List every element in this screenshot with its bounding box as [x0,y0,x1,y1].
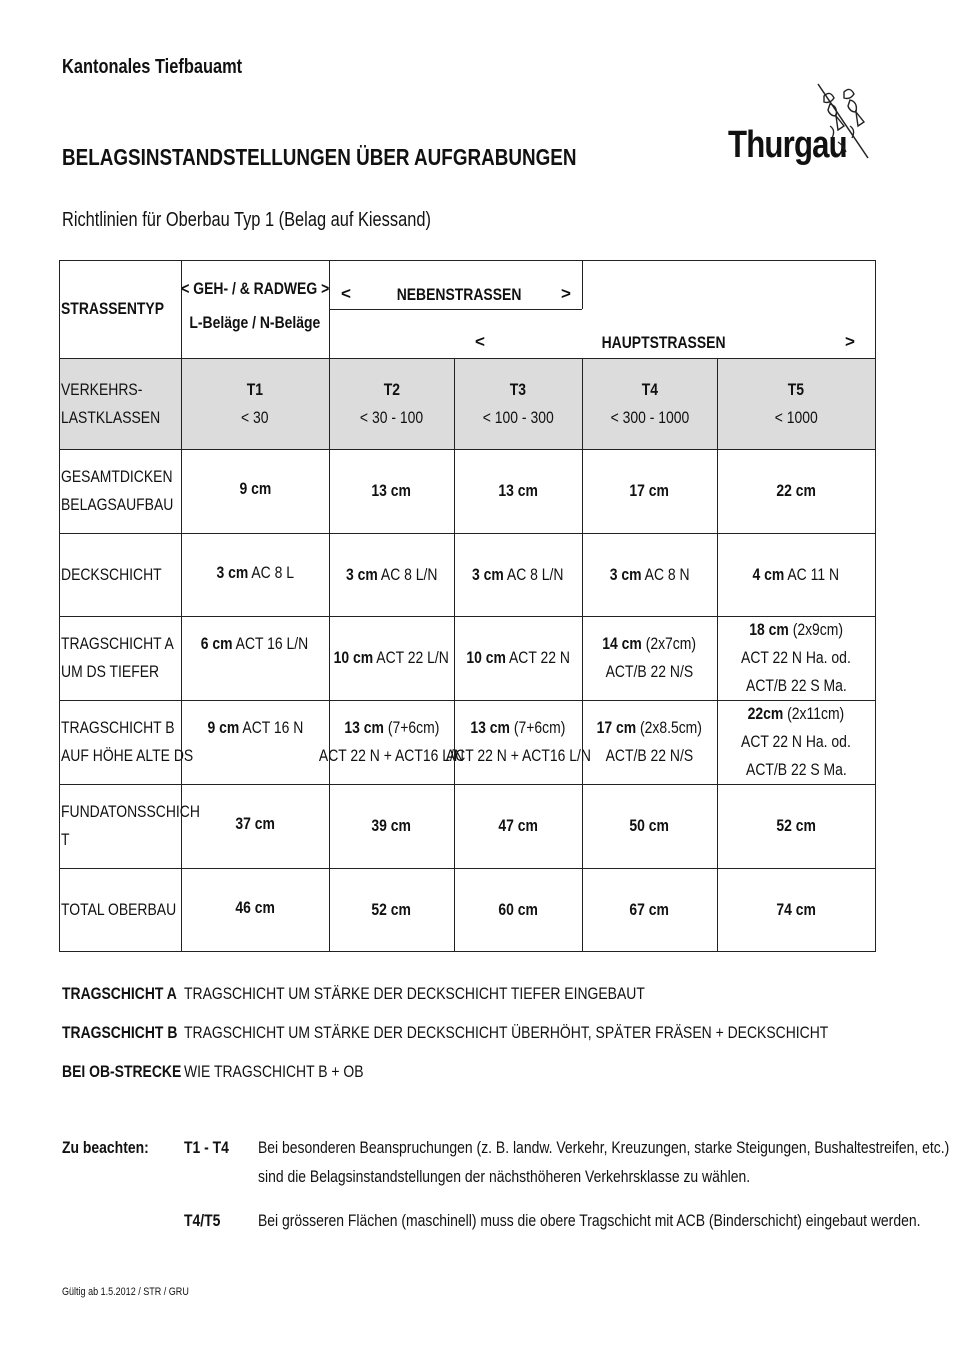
note-key: T4/T5 [184,1211,221,1230]
page-title: BELAGSINSTANDSTELLUNGEN ÜBER AUFGRABUNGEN [62,144,577,170]
row-label-deck: DECKSCHICHT [61,564,162,584]
nebenstrassen-header: NEBENSTRASSEN [396,285,522,304]
gesamt-t3: 13 cm [498,481,538,500]
fund-t5: 52 cm [776,816,816,835]
deck-t2: 3 cm AC 8 L/N [345,564,438,584]
page-subtitle: Richtlinien für Oberbau Typ 1 (Belag auf Kiessand) [62,209,431,231]
total-t5: 74 cm [776,899,816,919]
row-label-trag-a: TRAGSCHICHT A UM DS TIEFER [61,634,174,681]
gesamt-t1: 9 cm [239,479,271,498]
trag-b-t2: 13 cm (7+6cm) ACT 22 N + ACT16 L/N [318,718,465,765]
trag-b-t4: 17 cm (2x8.5cm) ACT/B 22 N/S [596,718,703,765]
legend-key: TRAGSCHICHT A [62,984,177,1003]
verkehr-t3: T3 < 100 - 300 [482,379,554,427]
legend-key: TRAGSCHICHT B [62,1023,178,1042]
deck-t4: 3 cm AC 8 N [609,564,690,584]
hauptstrassen-header: HAUPTSTRASSEN [602,333,726,352]
fund-t3: 47 cm [498,816,538,835]
row-label-gesamt: GESAMTDICKEN BELAGSAUFBAU [61,467,174,514]
notes-label: Zu beachten: [62,1138,149,1157]
geh-radweg-sub: L-Beläge / N-Beläge [189,313,321,332]
trag-b-t3: 13 cm (7+6cm) ACT 22 N + ACT16 L/N [445,718,591,765]
thurgau-logo [726,82,876,182]
deck-t3: 3 cm AC 8 L/N [472,564,564,584]
deck-t1: 3 cm AC 8 L [216,563,294,582]
note-text: sind die Belagsinstandstellungen der nächsthöheren Verkehrsklasse zu wählen. [258,1167,751,1186]
note-key: T1 - T4 [184,1138,229,1157]
row-label-verkehr: VERKEHRS- LASTKLASSEN [61,379,161,427]
trag-b-t5: 22cm (2x11cm) ACT 22 N Ha. od. ACT/B 22 S Ma. [741,704,851,779]
total-t1: 46 cm [235,898,275,917]
trag-a-t1: 6 cm ACT 16 L/N [201,634,309,653]
deck-t5: 4 cm AC 11 N [752,564,840,584]
trag-a-t4: 14 cm (2x7cm) ACT/B 22 N/S [602,634,697,681]
trag-b-t1: 9 cm ACT 16 N [207,718,303,737]
neben-lt: < [341,284,351,303]
geh-radweg-header: < GEH- / & RADWEG > [181,279,329,298]
logo-wordmark: Thurgau [728,124,847,166]
total-t2: 52 cm [371,899,412,919]
row-label-total: TOTAL OBERBAU [61,899,177,919]
verkehr-t1: T1 < 30 [241,379,269,427]
gesamt-t5: 22 cm [776,481,816,500]
row-label-fund: FUNDATONSSCHICH T [61,802,200,849]
verkehr-t4: T4 < 300 - 1000 [610,379,689,427]
note-text: Bei grösseren Flächen (maschinell) muss die obere Tragschicht mit ACB (Binderschicht) eingebaut werden. [258,1211,921,1230]
gesamt-t2: 13 cm [371,481,412,500]
haupt-gt: > [845,332,855,351]
verkehr-t5: T5 < 1000 [774,379,818,427]
trag-a-t2: 10 cm ACT 22 L/N [333,648,450,667]
lions-emblem-icon [726,82,876,182]
legend-text: TRAGSCHICHT UM STÄRKE DER DECKSCHICHT ÜBERHÖHT, SPÄTER FRÄSEN + DECKSCHICHT [184,1023,829,1042]
haupt-lt: < [475,332,485,351]
fund-t1: 37 cm [235,814,275,833]
row-label-trag-b: TRAGSCHICHT B AUF HÖHE ALTE DS [61,718,194,765]
fund-t4: 50 cm [629,816,670,835]
neben-gt: > [561,284,571,303]
total-t4: 67 cm [629,899,670,919]
total-t3: 60 cm [498,899,538,919]
organization-name: Kantonales Tiefbauamt [62,56,243,78]
validity-footer: Gültig ab 1.5.2012 / STR / GRU [62,1286,189,1298]
trag-a-t5: 18 cm (2x9cm) ACT 22 N Ha. od. ACT/B 22 S Ma. [741,620,851,695]
gesamt-t4: 17 cm [629,481,670,500]
strassentyp-header: STRASSENTYP [61,299,165,318]
legend-key: BEI OB-STRECKE [62,1062,182,1081]
legend-text: WIE TRAGSCHICHT B + OB [184,1062,364,1081]
verkehr-t2: T2 < 30 - 100 [359,379,424,427]
fund-t2: 39 cm [371,816,412,835]
note-text: Bei besonderen Beanspruchungen (z. B. landw. Verkehr, Kreuzungen, starke Steigungen, Bushaltestreifen, etc.) [258,1138,950,1157]
belag-table [59,260,876,952]
trag-a-t3: 10 cm ACT 22 N [466,648,570,667]
legend-text: TRAGSCHICHT UM STÄRKE DER DECKSCHICHT TIEFER EINGEBAUT [184,984,645,1003]
